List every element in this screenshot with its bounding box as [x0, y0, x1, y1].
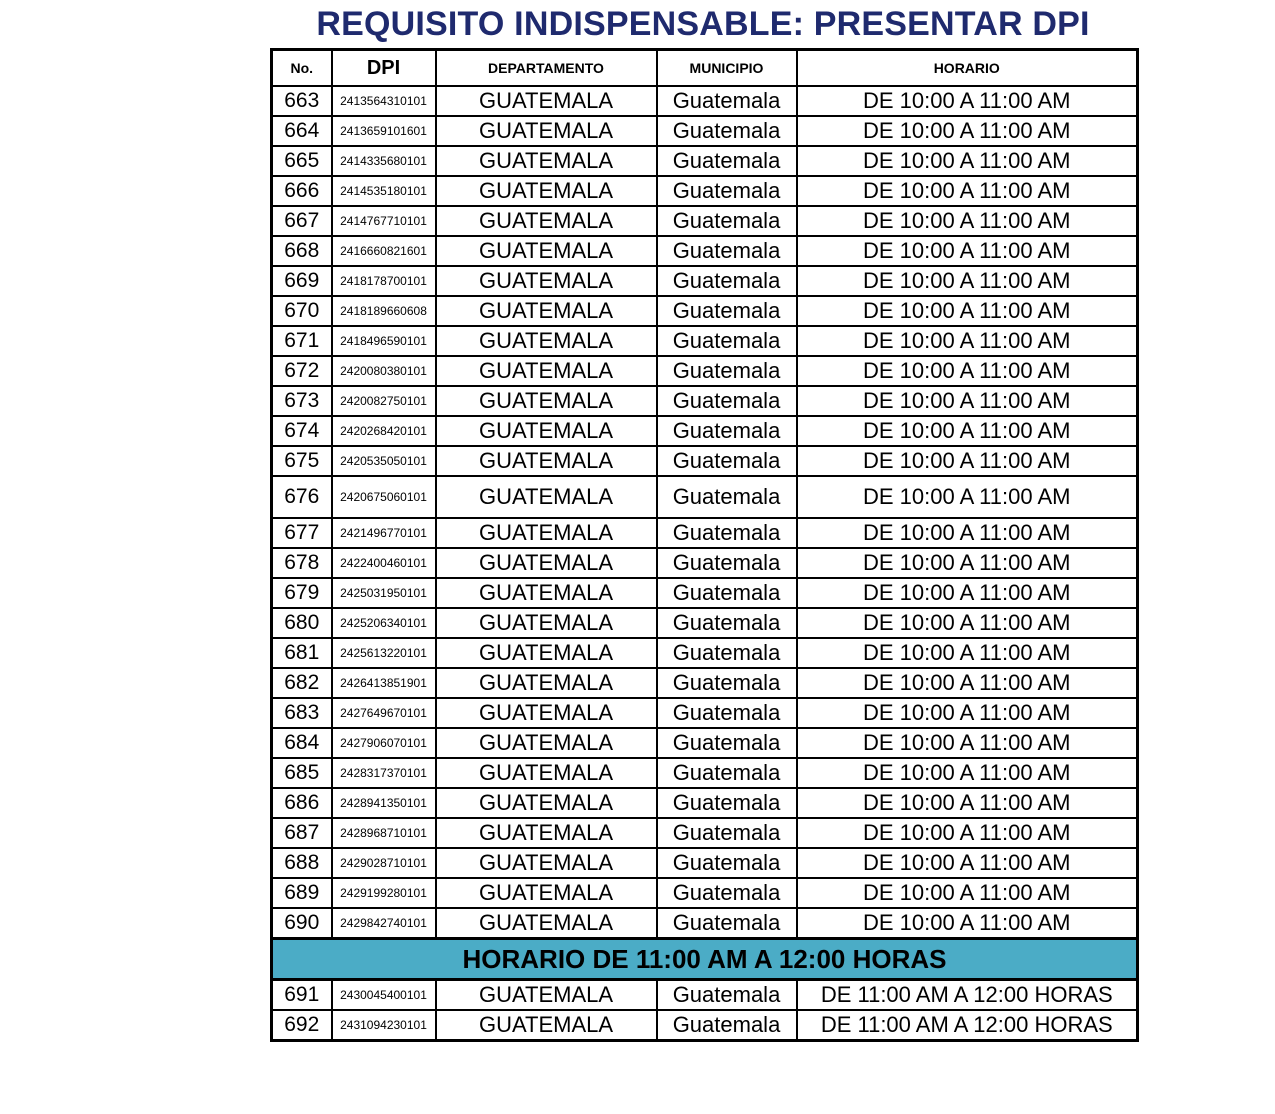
cell-horario: DE 10:00 A 11:00 AM [797, 788, 1138, 818]
section-band-label: HORARIO DE 11:00 AM A 12:00 HORAS [272, 939, 1138, 980]
cell-dpi: 2428968710101 [332, 818, 436, 848]
cell-municipio: Guatemala [657, 698, 797, 728]
cell-municipio: Guatemala [657, 176, 797, 206]
cell-dpi: 2413659101601 [332, 116, 436, 146]
cell-no: 664 [272, 116, 332, 146]
cell-municipio: Guatemala [657, 356, 797, 386]
cell-no: 674 [272, 416, 332, 446]
cell-departamento: GUATEMALA [436, 446, 657, 476]
cell-dpi: 2421496770101 [332, 518, 436, 548]
cell-horario: DE 10:00 A 11:00 AM [797, 176, 1138, 206]
cell-municipio: Guatemala [657, 608, 797, 638]
table-row [272, 758, 1138, 788]
cell-municipio: Guatemala [657, 266, 797, 296]
schedule-table [270, 48, 1139, 1042]
cell-horario: DE 10:00 A 11:00 AM [797, 878, 1138, 908]
cell-horario: DE 10:00 A 11:00 AM [797, 698, 1138, 728]
table-row [272, 608, 1138, 638]
cell-departamento: GUATEMALA [436, 176, 657, 206]
cell-horario: DE 10:00 A 11:00 AM [797, 908, 1138, 939]
cell-departamento: GUATEMALA [436, 728, 657, 758]
cell-no: 678 [272, 548, 332, 578]
cell-dpi: 2429842740101 [332, 908, 436, 939]
cell-departamento: GUATEMALA [436, 698, 657, 728]
cell-dpi: 2418496590101 [332, 326, 436, 356]
cell-municipio: Guatemala [657, 518, 797, 548]
cell-no: 686 [272, 788, 332, 818]
table-row [272, 878, 1138, 908]
cell-horario: DE 10:00 A 11:00 AM [797, 548, 1138, 578]
table-row [272, 296, 1138, 326]
cell-municipio: Guatemala [657, 206, 797, 236]
cell-departamento: GUATEMALA [436, 878, 657, 908]
cell-dpi: 2418178700101 [332, 266, 436, 296]
cell-dpi: 2422400460101 [332, 548, 436, 578]
cell-dpi: 2427649670101 [332, 698, 436, 728]
cell-dpi: 2429199280101 [332, 878, 436, 908]
cell-horario: DE 10:00 A 11:00 AM [797, 326, 1138, 356]
cell-municipio: Guatemala [657, 848, 797, 878]
cell-dpi: 2418189660608 [332, 296, 436, 326]
table-row [272, 698, 1138, 728]
cell-horario: DE 10:00 A 11:00 AM [797, 476, 1138, 518]
cell-municipio: Guatemala [657, 668, 797, 698]
header-no: No. [272, 50, 332, 87]
table-row [272, 818, 1138, 848]
cell-departamento: GUATEMALA [436, 668, 657, 698]
cell-departamento: GUATEMALA [436, 788, 657, 818]
table-row [272, 848, 1138, 878]
cell-horario: DE 10:00 A 11:00 AM [797, 206, 1138, 236]
cell-no: 668 [272, 236, 332, 266]
cell-municipio: Guatemala [657, 476, 797, 518]
cell-horario: DE 10:00 A 11:00 AM [797, 116, 1138, 146]
table-row [272, 416, 1138, 446]
cell-no: 675 [272, 446, 332, 476]
cell-no: 684 [272, 728, 332, 758]
cell-horario: DE 10:00 A 11:00 AM [797, 818, 1138, 848]
cell-no: 663 [272, 86, 332, 116]
cell-departamento: GUATEMALA [436, 758, 657, 788]
cell-municipio: Guatemala [657, 578, 797, 608]
cell-horario: DE 11:00 AM A 12:00 HORAS [797, 980, 1138, 1011]
cell-no: 670 [272, 296, 332, 326]
cell-horario: DE 10:00 A 11:00 AM [797, 386, 1138, 416]
cell-dpi: 2420082750101 [332, 386, 436, 416]
table-row [272, 386, 1138, 416]
table-row [272, 86, 1138, 116]
cell-departamento: GUATEMALA [436, 296, 657, 326]
cell-departamento: GUATEMALA [436, 638, 657, 668]
cell-departamento: GUATEMALA [436, 266, 657, 296]
cell-horario: DE 10:00 A 11:00 AM [797, 848, 1138, 878]
cell-municipio: Guatemala [657, 878, 797, 908]
cell-no: 667 [272, 206, 332, 236]
table-row [272, 908, 1138, 939]
cell-dpi: 2429028710101 [332, 848, 436, 878]
cell-departamento: GUATEMALA [436, 908, 657, 939]
cell-departamento: GUATEMALA [436, 476, 657, 518]
cell-municipio: Guatemala [657, 446, 797, 476]
table-row [272, 1010, 1138, 1041]
cell-departamento: GUATEMALA [436, 86, 657, 116]
table-row [272, 578, 1138, 608]
cell-departamento: GUATEMALA [436, 848, 657, 878]
cell-no: 665 [272, 146, 332, 176]
cell-no: 687 [272, 818, 332, 848]
cell-no: 691 [272, 980, 332, 1011]
cell-dpi: 2428941350101 [332, 788, 436, 818]
cell-departamento: GUATEMALA [436, 236, 657, 266]
cell-horario: DE 10:00 A 11:00 AM [797, 518, 1138, 548]
cell-horario: DE 10:00 A 11:00 AM [797, 728, 1138, 758]
cell-municipio: Guatemala [657, 116, 797, 146]
cell-no: 690 [272, 908, 332, 939]
cell-horario: DE 10:00 A 11:00 AM [797, 608, 1138, 638]
cell-dpi: 2430045400101 [332, 980, 436, 1011]
cell-horario: DE 10:00 A 11:00 AM [797, 758, 1138, 788]
table-row [272, 638, 1138, 668]
cell-no: 688 [272, 848, 332, 878]
cell-dpi: 2426413851901 [332, 668, 436, 698]
cell-no: 669 [272, 266, 332, 296]
header-departamento: DEPARTAMENTO [436, 50, 657, 87]
header-row [272, 50, 1138, 87]
cell-departamento: GUATEMALA [436, 818, 657, 848]
rows-group-b [272, 980, 1138, 1041]
table-row [272, 476, 1138, 518]
section-band-row [272, 939, 1138, 980]
cell-no: 672 [272, 356, 332, 386]
cell-no: 679 [272, 578, 332, 608]
cell-municipio: Guatemala [657, 728, 797, 758]
cell-dpi: 2414535180101 [332, 176, 436, 206]
table-row [272, 446, 1138, 476]
cell-municipio: Guatemala [657, 416, 797, 446]
cell-horario: DE 10:00 A 11:00 AM [797, 356, 1138, 386]
rows-group-a [272, 86, 1138, 939]
cell-dpi: 2428317370101 [332, 758, 436, 788]
cell-no: 673 [272, 386, 332, 416]
cell-no: 692 [272, 1010, 332, 1041]
cell-dpi: 2425613220101 [332, 638, 436, 668]
header-municipio: MUNICIPIO [657, 50, 797, 87]
cell-municipio: Guatemala [657, 638, 797, 668]
cell-municipio: Guatemala [657, 788, 797, 818]
table-row [272, 356, 1138, 386]
cell-no: 677 [272, 518, 332, 548]
cell-dpi: 2416660821601 [332, 236, 436, 266]
cell-municipio: Guatemala [657, 818, 797, 848]
cell-municipio: Guatemala [657, 908, 797, 939]
cell-dpi: 2425031950101 [332, 578, 436, 608]
cell-departamento: GUATEMALA [436, 518, 657, 548]
page-title: REQUISITO INDISPENSABLE: PRESENTAR DPI [316, 5, 1090, 43]
cell-dpi: 2425206340101 [332, 608, 436, 638]
cell-no: 676 [272, 476, 332, 518]
cell-no: 682 [272, 668, 332, 698]
cell-municipio: Guatemala [657, 236, 797, 266]
cell-municipio: Guatemala [657, 146, 797, 176]
cell-horario: DE 10:00 A 11:00 AM [797, 668, 1138, 698]
table-row [272, 548, 1138, 578]
cell-horario: DE 11:00 AM A 12:00 HORAS [797, 1010, 1138, 1041]
cell-departamento: GUATEMALA [436, 116, 657, 146]
cell-dpi: 2414767710101 [332, 206, 436, 236]
cell-horario: DE 10:00 A 11:00 AM [797, 236, 1138, 266]
cell-municipio: Guatemala [657, 296, 797, 326]
cell-no: 681 [272, 638, 332, 668]
cell-municipio: Guatemala [657, 326, 797, 356]
cell-dpi: 2420268420101 [332, 416, 436, 446]
cell-horario: DE 10:00 A 11:00 AM [797, 146, 1138, 176]
table-row [272, 728, 1138, 758]
cell-horario: DE 10:00 A 11:00 AM [797, 446, 1138, 476]
cell-departamento: GUATEMALA [436, 548, 657, 578]
cell-dpi: 2431094230101 [332, 1010, 436, 1041]
cell-no: 685 [272, 758, 332, 788]
header-dpi: DPI [332, 50, 436, 87]
cell-municipio: Guatemala [657, 386, 797, 416]
cell-no: 666 [272, 176, 332, 206]
table-row [272, 146, 1138, 176]
cell-departamento: GUATEMALA [436, 326, 657, 356]
cell-dpi: 2413564310101 [332, 86, 436, 116]
cell-horario: DE 10:00 A 11:00 AM [797, 86, 1138, 116]
cell-municipio: Guatemala [657, 980, 797, 1011]
cell-dpi: 2420535050101 [332, 446, 436, 476]
cell-no: 683 [272, 698, 332, 728]
table-row [272, 176, 1138, 206]
cell-dpi: 2420080380101 [332, 356, 436, 386]
cell-departamento: GUATEMALA [436, 146, 657, 176]
cell-horario: DE 10:00 A 11:00 AM [797, 578, 1138, 608]
cell-departamento: GUATEMALA [436, 206, 657, 236]
table-row [272, 116, 1138, 146]
cell-dpi: 2414335680101 [332, 146, 436, 176]
cell-dpi: 2420675060101 [332, 476, 436, 518]
cell-departamento: GUATEMALA [436, 356, 657, 386]
cell-no: 689 [272, 878, 332, 908]
cell-municipio: Guatemala [657, 548, 797, 578]
cell-municipio: Guatemala [657, 1010, 797, 1041]
cell-departamento: GUATEMALA [436, 386, 657, 416]
cell-no: 671 [272, 326, 332, 356]
cell-municipio: Guatemala [657, 86, 797, 116]
cell-departamento: GUATEMALA [436, 1010, 657, 1041]
cell-departamento: GUATEMALA [436, 980, 657, 1011]
table-row [272, 236, 1138, 266]
table-row [272, 668, 1138, 698]
cell-departamento: GUATEMALA [436, 578, 657, 608]
table-row [272, 980, 1138, 1011]
cell-dpi: 2427906070101 [332, 728, 436, 758]
table-row [272, 788, 1138, 818]
table-row [272, 518, 1138, 548]
header-horario: HORARIO [797, 50, 1138, 87]
cell-horario: DE 10:00 A 11:00 AM [797, 416, 1138, 446]
cell-no: 680 [272, 608, 332, 638]
cell-departamento: GUATEMALA [436, 608, 657, 638]
cell-municipio: Guatemala [657, 758, 797, 788]
cell-horario: DE 10:00 A 11:00 AM [797, 296, 1138, 326]
cell-departamento: GUATEMALA [436, 416, 657, 446]
cell-horario: DE 10:00 A 11:00 AM [797, 638, 1138, 668]
cell-horario: DE 10:00 A 11:00 AM [797, 266, 1138, 296]
table-row [272, 206, 1138, 236]
table-row [272, 326, 1138, 356]
table-row [272, 266, 1138, 296]
